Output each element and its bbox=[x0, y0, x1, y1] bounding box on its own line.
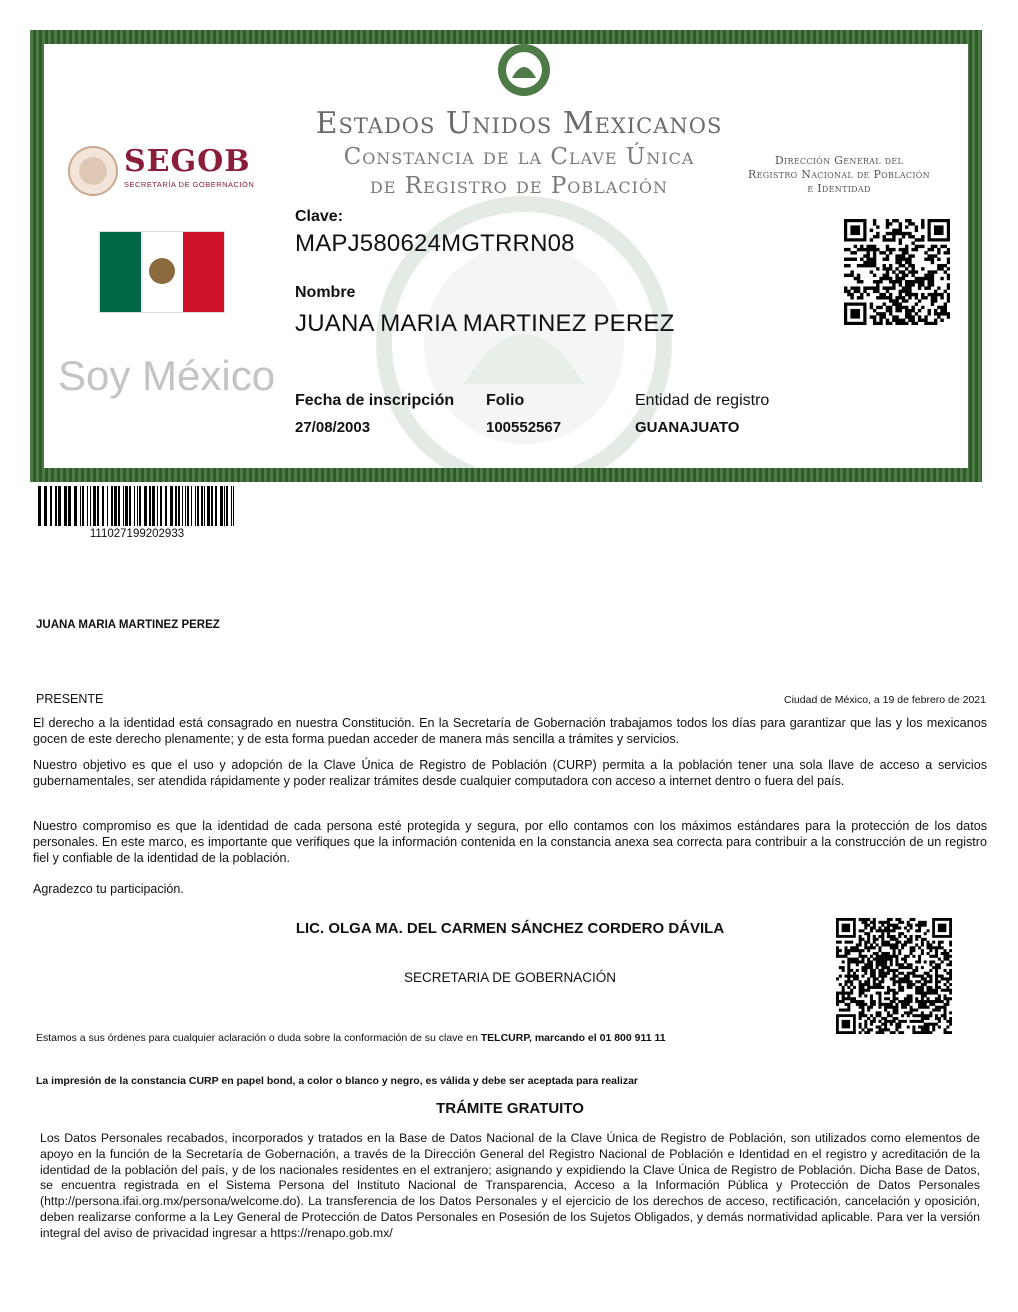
paragraph-3: Nuestro compromiso es que la identidad de cada persona esté protegida y segura, por ello contamos con los máximos estándares para la protección de los datos personales. En este marco, es importante que verifiques que la información contenida en la constancia anexa sea correcta para contribuir a la construcción de un registro fiel y confiable de la identidad de la población. bbox=[33, 819, 987, 865]
document-title-line1: Constancia de la Clave Única bbox=[343, 144, 695, 170]
slogan: Soy México bbox=[58, 352, 276, 399]
fecha-value: 27/08/2003 bbox=[295, 419, 371, 436]
recipient-name: JUANA MARIA MARTINEZ PEREZ bbox=[36, 619, 220, 631]
thanks: Agradezco tu participación. bbox=[33, 882, 184, 896]
nombre-label: Nombre bbox=[295, 284, 356, 301]
qr-code-signature-icon bbox=[836, 918, 952, 1034]
folio-label: Folio bbox=[486, 392, 525, 409]
barcode-number: 111027199202933 bbox=[89, 528, 185, 540]
clave-value: MAPJ580624MGTRRN08 bbox=[295, 230, 575, 257]
entidad-value: GUANAJUATO bbox=[635, 419, 740, 436]
contact-text: Estamos a sus órdenes para cualquier aclaración o duda sobre la conformación de su clave en bbox=[36, 1032, 481, 1044]
privacy-notice: Los Datos Personales recabados, incorporados y tratados en la Base de Datos Nacional de la Clave Única de Registro de Población, son utilizados como elementos de apoyo en la función de la Secretaría de Gobernación, a través de la Dirección General del Registro Nacional de Población e Identidad en el registro y acreditación de la identidad de la población del país, y de los nacionales residentes en el extranjero; asignando y expidiendo la Clave Única de Registro de Población. Dicha Base de Datos, se encuentra registrada en el Sistema Persona del Instituto Nacional de Transparencia, Acceso a la Información Pública y Protección de Datos Personales (http://persona.ifai.org.mx/persona/welcome.do). La transferencia de los Datos Personales y el ejercicio de los derechos de acceso, rectificación, cancelación y oposición, deben realizarse conforme a la Ley General de Protección de Datos Personales en Posesión de los Sujetos Obligados, y demás normatividad aplicable. Para ver la versión integral del aviso de privacidad ingresar a https://renapo.gob.mx/ bbox=[40, 1131, 980, 1240]
segob-seal-icon bbox=[66, 144, 120, 198]
nombre-value: JUANA MARIA MARTINEZ PEREZ bbox=[295, 310, 675, 337]
segob-logo: SEGOB bbox=[124, 144, 251, 179]
salutation: PRESENTE bbox=[36, 692, 104, 706]
contact-line bbox=[36, 1032, 816, 1044]
entidad-label: Entidad de registro bbox=[635, 392, 770, 409]
free-procedure: TRÁMITE GRATUITO bbox=[436, 1100, 584, 1117]
country-title: Estados Unidos Mexicanos bbox=[315, 106, 723, 141]
signer-name: LIC. OLGA MA. DEL CARMEN SÁNCHEZ CORDERO DÁVILA bbox=[295, 920, 725, 937]
directorate-line2: Registro Nacional de Población bbox=[748, 168, 930, 181]
contact-phone: TELCURP, marcando el 01 800 911 11 bbox=[480, 1032, 666, 1044]
paragraph-1: El derecho a la identidad está consagrado en nuestra Constitución. En la Secretaría de Gobernación trabajamos todos los días para garantizar que las y los mexicanos gocen de este derecho plenamente; y de esta forma puedan acceder de manera más sencilla a trámites y servicios. bbox=[33, 716, 987, 746]
signer-title: SECRETARIA DE GOBERNACIÓN bbox=[403, 970, 617, 985]
document-title-line2: de Registro de Población bbox=[369, 173, 669, 199]
segob-subtitle: SECRETARÍA DE GOBERNACIÓN bbox=[124, 180, 255, 189]
mexican-flag-icon bbox=[100, 232, 224, 312]
validity-note: La impresión de la constancia CURP en papel bond, a color o blanco y negro, es válida y debe ser aceptada para realizar bbox=[36, 1075, 639, 1087]
qr-code-icon bbox=[844, 219, 950, 325]
directorate-line1: Dirección General del bbox=[774, 154, 904, 167]
certificate-body bbox=[44, 44, 968, 468]
fecha-label: Fecha de inscripción bbox=[295, 392, 455, 409]
directorate-line3: e Identidad bbox=[807, 182, 871, 195]
place-date: Ciudad de México, a 19 de febrero de 2021 bbox=[784, 694, 986, 706]
paragraph-2: Nuestro objetivo es que el uso y adopción de la Clave Única de Registro de Población (CURP) permita a la población tener una sola llave de acceso a servicios gubernamentales, ser atendida rápidamente y poder realizar trámites desde cualquier computadora con acceso a internet dentro o fuera del país. bbox=[33, 758, 987, 788]
coat-of-arms-icon bbox=[484, 44, 564, 100]
folio-value: 100552567 bbox=[486, 419, 562, 436]
clave-label: Clave: bbox=[295, 208, 344, 225]
curp-certificate bbox=[30, 30, 982, 482]
barcode-icon bbox=[38, 486, 236, 526]
